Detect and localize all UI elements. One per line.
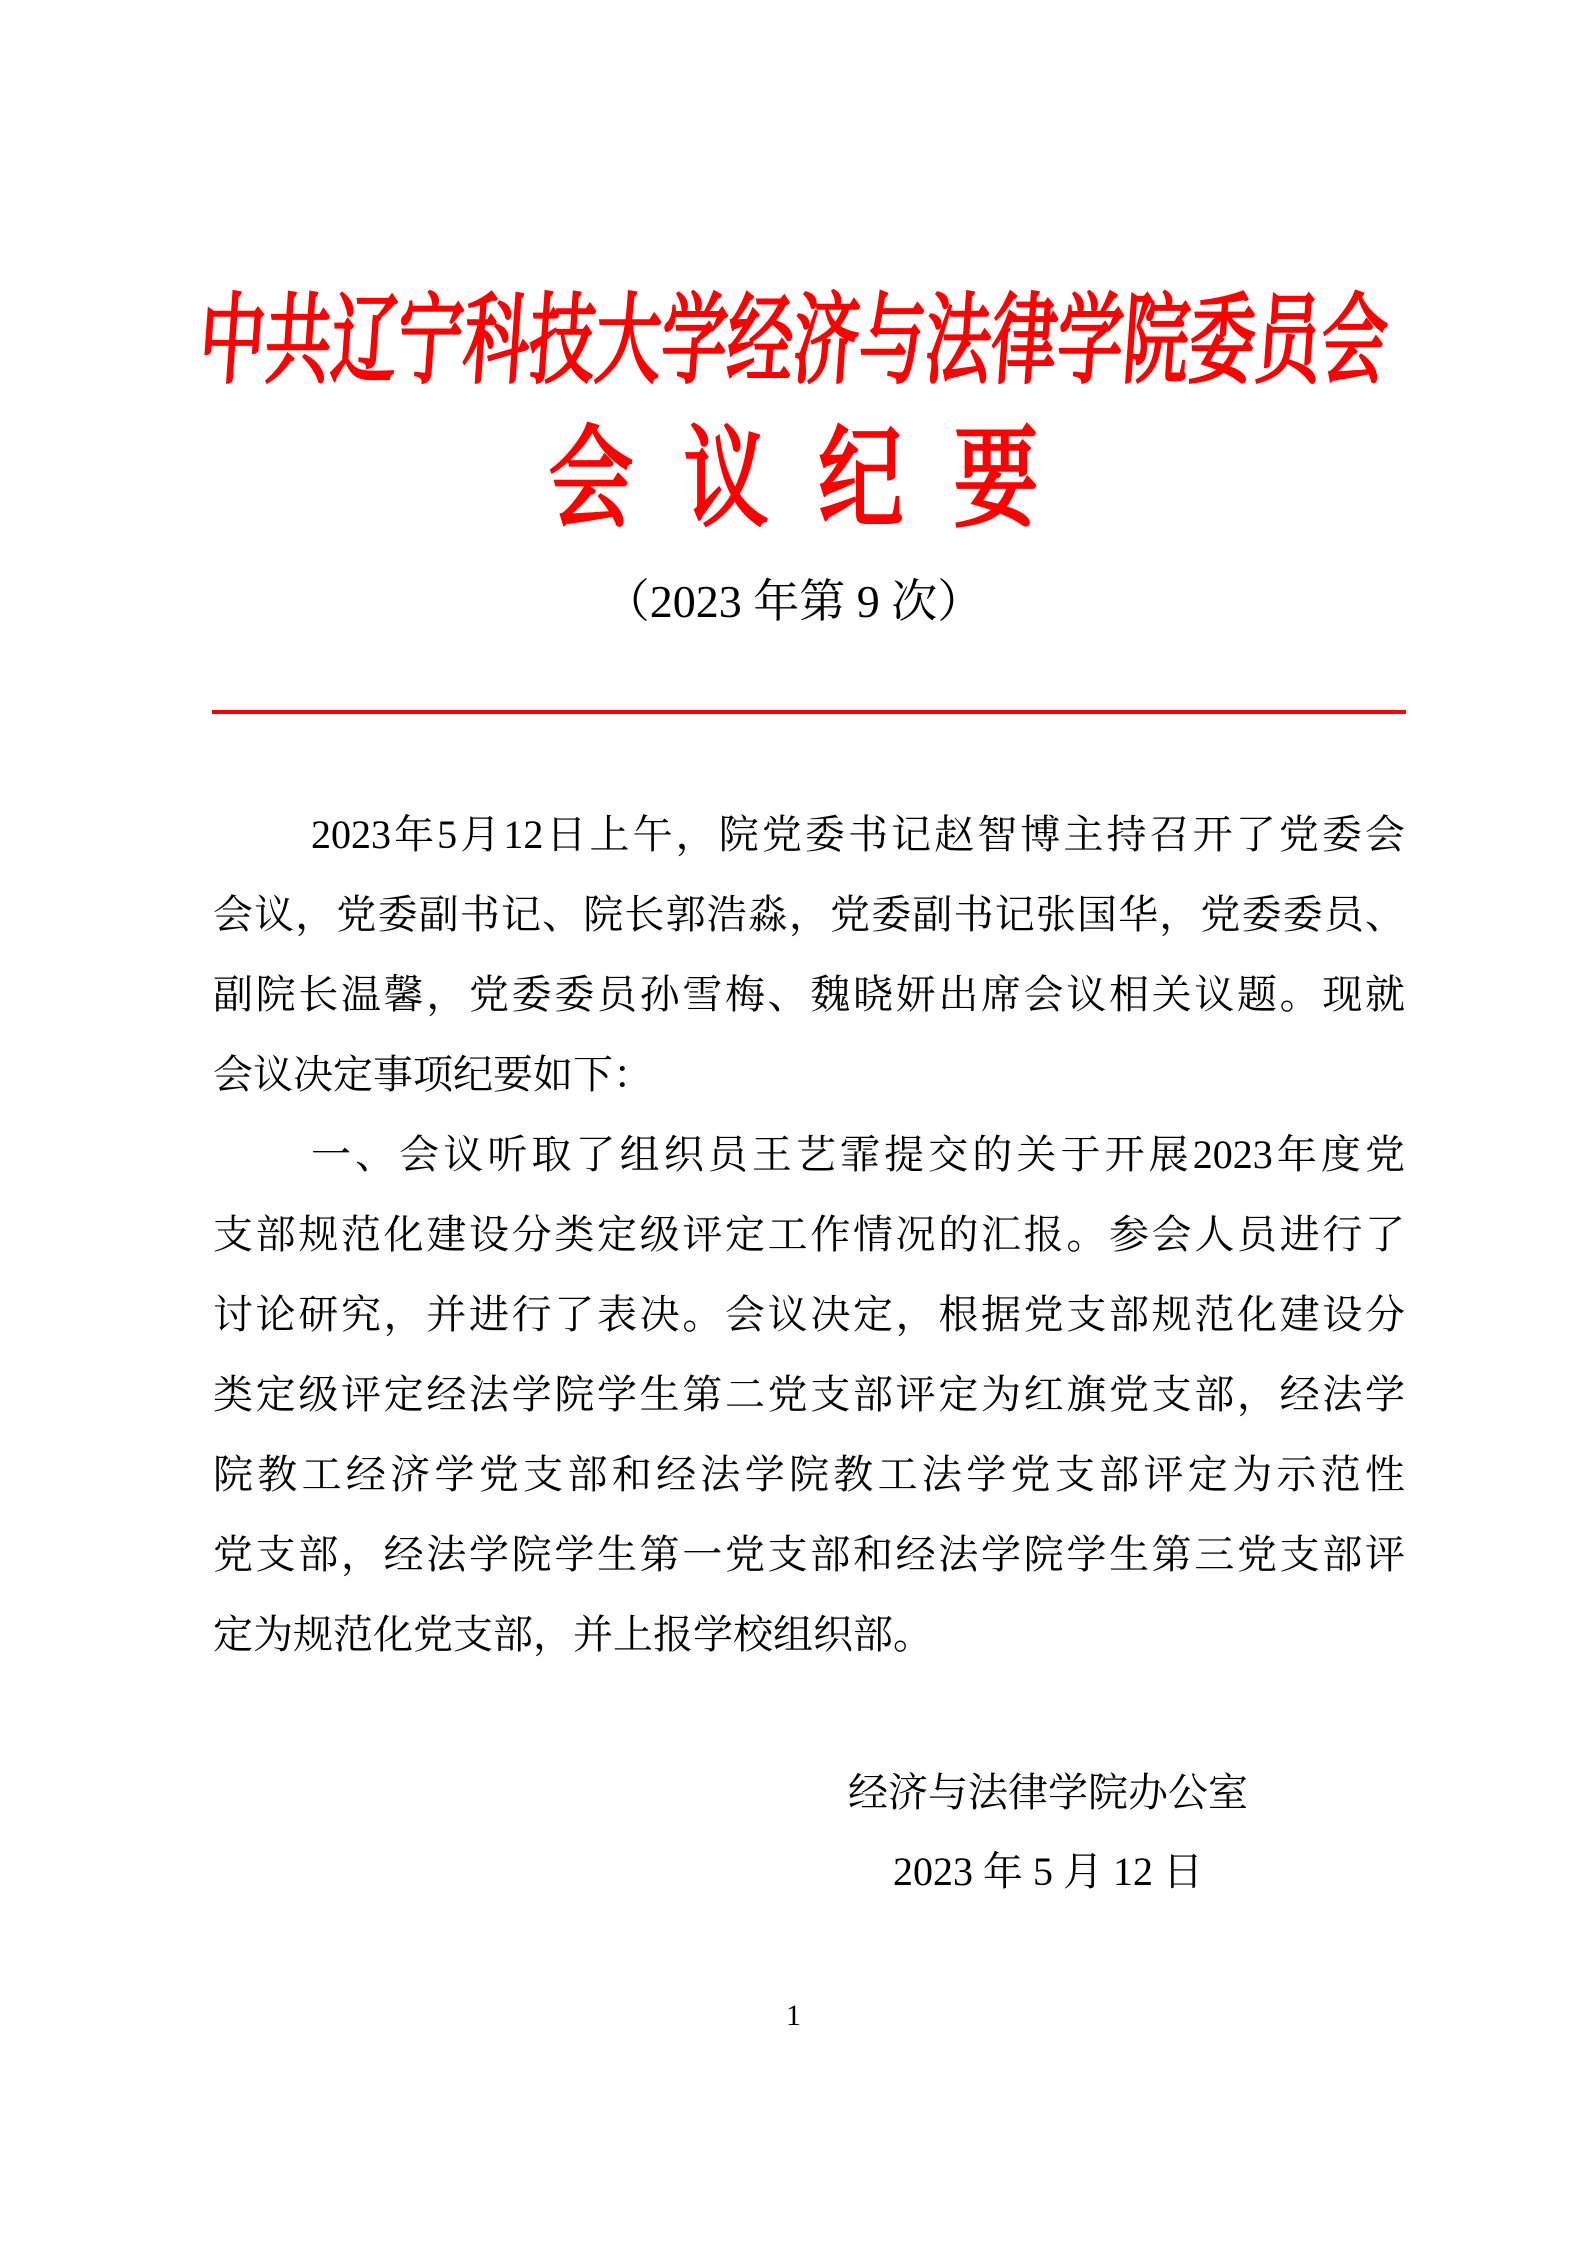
body-line: 院教工经济学党支部和经法学院教工法学党支部评定为示范性: [213, 1452, 1405, 1497]
body-line: 副院长温馨，党委委员孙雪梅、魏晓妍出席会议相关议题。现就: [213, 972, 1405, 1017]
body-line: 党支部，经法学院学生第一党支部和经法学院学生第三党支部评: [213, 1532, 1405, 1577]
body-line: 会议，党委副书记、院长郭浩淼，党委副书记张国华，党委委员、: [213, 892, 1405, 937]
red-divider-line: [212, 710, 1406, 714]
body-line: 2023年5月12日上午，院党委书记赵智博主持召开了党委会: [311, 812, 1405, 857]
signature-block: [648, 1765, 1448, 1900]
body-line: 会议决定事项纪要如下：: [213, 1052, 653, 1097]
page-number: 1: [786, 1999, 801, 2032]
body-text: [213, 795, 1405, 1675]
body-line: 支部规范化建设分类定级评定工作情况的汇报。参会人员进行了: [213, 1212, 1405, 1257]
signature-office: 经济与法律学院办公室: [848, 1770, 1248, 1815]
doc-title: 会议纪要: [548, 417, 1089, 542]
body-line: 一、会议听取了组织员王艺霏提交的关于开展2023年度党: [311, 1132, 1405, 1177]
signature-date: 2023 年 5 月 12 日: [893, 1849, 1203, 1894]
body-line: 定为规范化党支部，并上报学校组织部。: [213, 1612, 933, 1657]
org-title: 中共辽宁科技大学经济与法律学院委员会: [195, 284, 1392, 396]
issue-number: （2023 年第 9 次）: [603, 576, 984, 627]
body-line: 类定级评定经法学院学生第二党支部评定为红旗党支部，经法学: [213, 1372, 1405, 1417]
body-line: 讨论研究，并进行了表决。会议决定，根据党支部规范化建设分: [213, 1292, 1405, 1337]
